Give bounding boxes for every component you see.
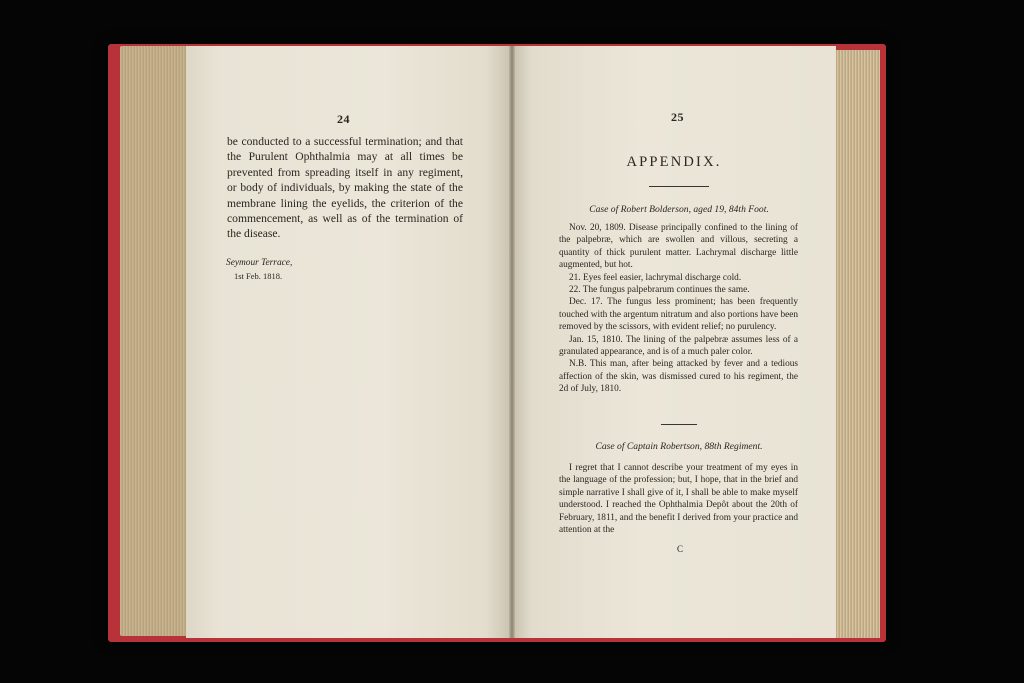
case1-paragraph: 22. The fungus palpebrarum continues the same.	[569, 285, 750, 296]
left-page-paragraph	[227, 134, 463, 242]
case-divider	[661, 424, 697, 425]
book-gutter	[509, 46, 515, 638]
case2-paragraph: I regret that I cannot describe your treatment of my eyes in the language of the profession; but, I hope, that in the brief and simple narrative I shall give of it, I shall be able to make myself understood. I reached the Ophthalmia Depôt about the 20th of February, 1811, and the benefit I derived from your practice and attention at the	[559, 463, 798, 536]
signature-place: Seymour Terrace,	[226, 258, 293, 268]
title-divider	[649, 186, 709, 187]
case1-paragraph: Dec. 17. The fungus less prominent; has been frequently touched with the argentum nitratum and also portions have been removed by the scissors, with evident relief; no purulency.	[559, 297, 798, 333]
left-page-paragraph-text: be conducted to a successful termination; and that the Purulent Ophthalmia may at all times be prevented from spreading itself in any regiment, or body of individuals, by making the state of the membrane lining the eyelids, the criterion of the commencement, as well as of the termination of the disease.	[227, 135, 463, 241]
case1-body	[559, 222, 798, 396]
right-page-number: 25	[671, 110, 684, 124]
case1-paragraph: Nov. 20, 1809. Disease principally confined to the lining of the palpebræ, which are swollen and villous, secreting a quantity of thick purulent matter. Lachrymal discharge little augmented, but hot.	[559, 223, 798, 271]
left-page-edges	[120, 46, 186, 636]
signature-date: 1st Feb. 1818.	[234, 271, 283, 281]
left-page-number: 24	[337, 112, 350, 126]
case1-title: Case of Robert Bolderson, aged 19, 84th Foot.	[589, 204, 769, 215]
case1-paragraph: 21. Eyes feel easier, lachrymal discharge cold.	[569, 272, 742, 283]
right-page-edges	[834, 50, 880, 638]
signature-mark: C	[677, 544, 685, 554]
case2-title: Case of Captain Robertson, 88th Regiment.	[595, 441, 763, 452]
case1-paragraph: Jan. 15, 1810. The lining of the palpebræ assumes less of a granulated appearance, and is of a much paler color.	[559, 334, 798, 358]
appendix-title: APPENDIX.	[626, 154, 722, 170]
case2-body	[559, 462, 798, 536]
case1-paragraph: N.B. This man, after being attacked by fever and a tedious affection of the skin, was dismissed cured to his regiment, the 2d of July, 1810.	[559, 359, 798, 395]
